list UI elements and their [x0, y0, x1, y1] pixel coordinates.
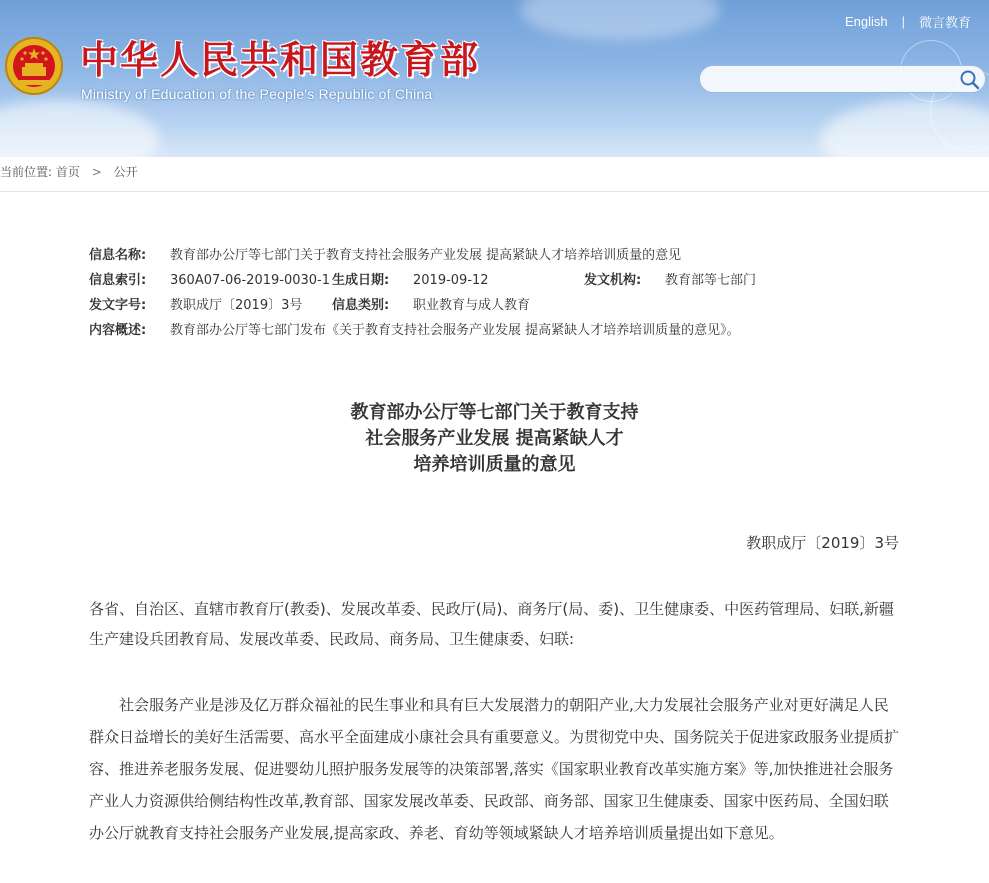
document-title: [0, 400, 989, 478]
info-index-value: 360A07-06-2019-0030-1: [170, 273, 330, 288]
english-link[interactable]: English: [844, 14, 888, 29]
info-table: [89, 243, 756, 343]
info-name-label: 信息名称:: [89, 248, 147, 263]
info-index-label: 信息索引:: [89, 273, 147, 288]
document-title-line: 社会服务产业发展 提高紧缺人才: [365, 428, 624, 449]
info-row-summary: [89, 318, 756, 343]
search-box: [699, 65, 986, 93]
link-divider: |: [901, 14, 905, 29]
info-row-docno: [89, 293, 756, 318]
document-title-line: 培养培训质量的意见: [413, 454, 576, 475]
top-links: [845, 12, 971, 31]
site-header: [0, 0, 989, 157]
info-date-label: 生成日期:: [332, 273, 390, 288]
cloud-decoration: [520, 0, 720, 40]
document-title-line: 教育部办公厅等七部门关于教育支持: [350, 402, 639, 423]
document-number: 教职成厅〔2019〕3号: [746, 534, 899, 552]
search-input[interactable]: [714, 70, 958, 90]
document-recipients: 各省、自治区、直辖市教育厅(教委)、发展改革委、民政厅(局)、商务厅(局、委)、卫生健康委、中医药管理局、妇联,新疆生产建设兵团教育局、发展改革委、民政局、商务局、卫生健康委、妇联:: [89, 600, 894, 648]
document-paragraph: [89, 689, 901, 849]
search-icon[interactable]: [959, 69, 981, 91]
info-org-label: 发文机构:: [584, 273, 642, 288]
breadcrumb-bar: [0, 157, 989, 192]
info-summary-label: 内容概述:: [89, 323, 147, 338]
national-emblem-icon: [4, 36, 64, 96]
info-name-value: 教育部办公厅等七部门关于教育支持社会服务产业发展 提高紧缺人才培养培训质量的意见: [170, 248, 682, 263]
info-row-name: [89, 243, 756, 268]
paragraph-text: 社会服务产业是涉及亿万群众福祉的民生事业和具有巨大发展潜力的朝阳产业,大力发展社会服务产业对更好满足人民群众日益增长的美好生活需要、高水平全面建成小康社会具有重要意义。为贯彻党中央、国务院关于促进家政服务业提质扩容、推进养老服务发展、促进婴幼儿照护服务发展等的决策部署,落实《国家职业教育改革实施方案》等,加快推进社会服务产业人力资源供给侧结构性改革,教育部、国家发展改革委、民政部、商务部、国家卫生健康委、国家中医药局、全国妇联办公厅就教育支持社会服务产业发展,提高家政、养老、育幼等领域紧缺人才培养培训质量提出如下意见。: [89, 696, 900, 842]
info-docno-label: 发文字号:: [89, 298, 147, 313]
info-date-value: 2019-09-12: [413, 273, 489, 288]
info-row-index: [89, 268, 756, 293]
info-category-label: 信息类别:: [332, 298, 390, 313]
info-org-value: 教育部等七部门: [665, 273, 757, 288]
breadcrumb-current-link[interactable]: 公开: [113, 165, 138, 179]
breadcrumb-separator: >: [91, 165, 102, 179]
info-category-value: 职业教育与成人教育: [413, 298, 531, 313]
info-summary-value: 教育部办公厅等七部门发布《关于教育支持社会服务产业发展 提高紧缺人才培养培训质量的意见》。: [170, 323, 740, 338]
breadcrumb: [0, 163, 138, 180]
breadcrumb-home-link[interactable]: 首页: [55, 165, 80, 179]
site-subtitle: Ministry of Education of the People's Republic of China: [81, 86, 433, 102]
breadcrumb-prefix: 当前位置:: [0, 165, 53, 179]
cloud-decoration: [0, 100, 160, 157]
weibo-link[interactable]: 微言教育: [918, 15, 971, 30]
site-title: 中华人民共和国教育部: [80, 38, 481, 82]
info-docno-value: 教职成厅〔2019〕3号: [170, 298, 303, 313]
